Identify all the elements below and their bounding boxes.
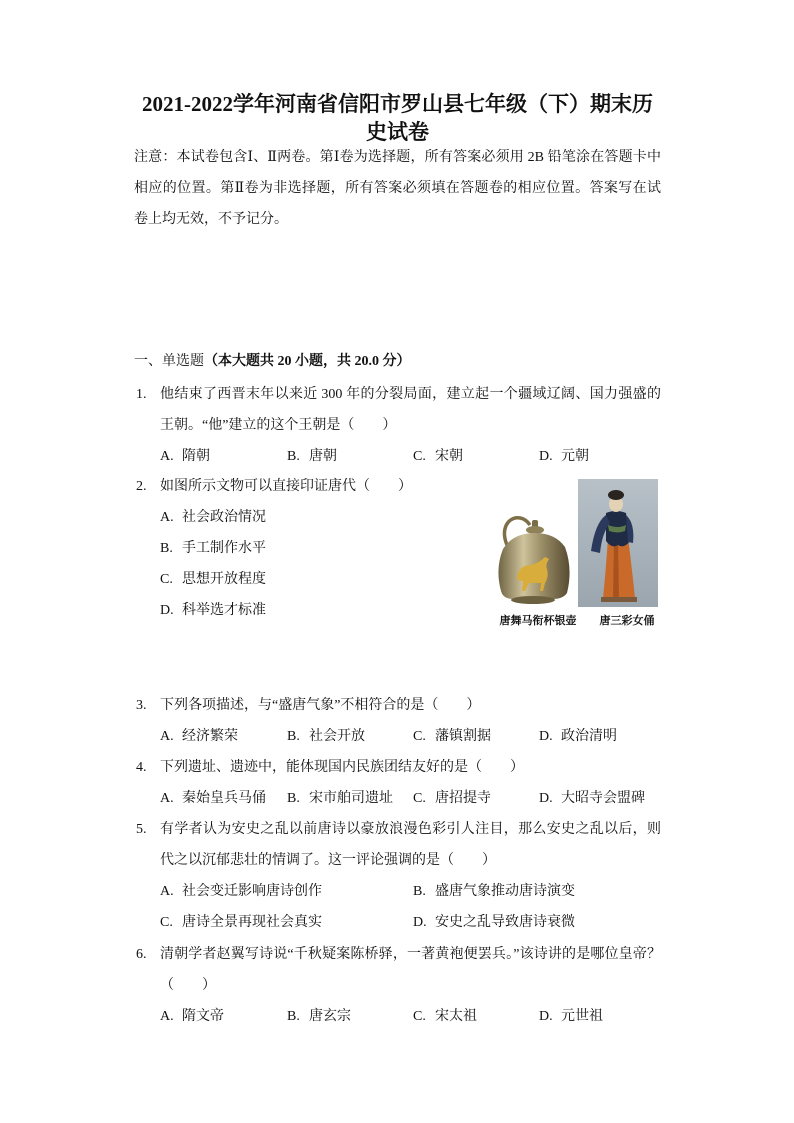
option-d [160, 595, 460, 626]
option-letter: C. [413, 1009, 426, 1024]
option-text: 唐玄宗 [309, 1009, 351, 1024]
question-number: 6. [136, 947, 147, 962]
option-d [539, 441, 661, 472]
exam-notice: 注意：本试卷包含Ⅰ、Ⅱ两卷。第Ⅰ卷为选择题，所有答案必须用 2B 铅笔涂在答题卡中相应的位置。第Ⅱ卷为非选择题，所有答案必须填在答题卷的相应位置。答案写在试卷上均无效，不予记分。 [134, 150, 661, 227]
option-letter: B. [413, 884, 426, 899]
option-c [160, 564, 460, 595]
option-b [287, 1001, 413, 1032]
option-list [160, 721, 661, 752]
option-text: 手工制作水平 [182, 541, 266, 556]
option-letter: D. [160, 603, 174, 618]
question-number: 3. [136, 698, 147, 713]
option-text: 隋朝 [182, 449, 210, 464]
option-list [160, 1001, 661, 1032]
question-3 [134, 690, 661, 752]
option-list [160, 441, 661, 472]
option-a [160, 721, 287, 752]
question-stem: 下列各项描述，与“盛唐气象”不相符合的是（ ） [160, 698, 481, 713]
question-number: 5. [136, 822, 147, 837]
option-a [160, 502, 460, 533]
option-letter: C. [413, 791, 426, 806]
option-letter: D. [539, 449, 553, 464]
option-b [287, 441, 413, 472]
option-letter: A. [160, 510, 174, 525]
option-text: 宋市舶司遗址 [309, 791, 393, 806]
option-d [539, 721, 661, 752]
question-stem: 清朝学者赵翼写诗说“千秋疑案陈桥驿，一著黄袍便罢兵。”该诗讲的是哪位皇帝？（ ） [160, 947, 661, 993]
tricolor-figurine-image [578, 479, 658, 607]
question-stem: 有学者认为安史之乱以前唐诗以豪放浪漫色彩引人注目，那么安史之乱以后，则代之以沉郁悲壮的情调了。这一评论强调的是（ ） [160, 822, 661, 868]
option-letter: D. [539, 1009, 553, 1024]
option-letter: B. [287, 449, 300, 464]
question-1 [134, 379, 661, 472]
option-letter: C. [413, 729, 426, 744]
section-detail: （本大题共 20 小题，共 20.0 分） [204, 354, 411, 369]
option-text: 社会变迁影响唐诗创作 [182, 884, 322, 899]
option-letter: D. [539, 791, 553, 806]
option-letter: D. [539, 729, 553, 744]
option-letter: A. [160, 884, 174, 899]
option-letter: A. [160, 791, 174, 806]
option-text: 经济繁荣 [182, 729, 238, 744]
option-text: 安史之乱导致唐诗衰微 [435, 915, 575, 930]
figure-caption-figurine: 唐三彩女俑 [599, 614, 655, 627]
option-text: 藩镇割据 [435, 729, 491, 744]
option-letter: D. [413, 915, 427, 930]
option-letter: A. [160, 449, 174, 464]
option-letter: B. [287, 791, 300, 806]
silver-flask-image [489, 507, 577, 607]
option-d [413, 907, 661, 938]
option-letter: B. [287, 729, 300, 744]
question-stem: 他结束了西晋末年以来近 300 年的分裂局面，建立起一个疆域辽阔、国力强盛的王朝。“他”建立的这个王朝是（ ） [160, 387, 661, 433]
option-text: 大昭寺会盟碑 [561, 791, 645, 806]
question-number: 4. [136, 760, 147, 775]
option-text: 盛唐气象推动唐诗演变 [435, 884, 575, 899]
option-a [160, 876, 413, 907]
page-title: 2021-2022学年河南省信阳市罗山县七年级（下）期末历史试卷 [142, 92, 653, 144]
option-text: 唐诗全景再现社会真实 [182, 915, 322, 930]
option-d [539, 783, 661, 814]
question-5 [134, 814, 661, 938]
section-header [134, 346, 411, 377]
question-stem: 下列遗址、遗迹中，能体现国内民族团结友好的是（ ） [160, 760, 524, 775]
option-a [160, 441, 287, 472]
option-text: 思想开放程度 [182, 572, 266, 587]
option-letter: C. [413, 449, 426, 464]
option-text: 元世祖 [561, 1009, 603, 1024]
option-letter: B. [287, 1009, 300, 1024]
option-text: 隋文帝 [182, 1009, 224, 1024]
option-text: 宋太祖 [435, 1009, 477, 1024]
option-a [160, 783, 287, 814]
question-number: 1. [136, 387, 147, 402]
option-text: 唐朝 [309, 449, 337, 464]
option-c [413, 1001, 539, 1032]
option-text: 社会开放 [309, 729, 365, 744]
option-letter: A. [160, 1009, 174, 1024]
option-text: 唐招提寺 [435, 791, 491, 806]
option-letter: B. [160, 541, 173, 556]
option-c [413, 721, 539, 752]
option-c [413, 783, 539, 814]
question-number: 2. [136, 479, 147, 494]
option-letter: C. [160, 572, 173, 587]
option-letter: A. [160, 729, 174, 744]
option-b [287, 721, 413, 752]
option-letter: C. [160, 915, 173, 930]
option-text: 政治清明 [561, 729, 617, 744]
option-text: 元朝 [561, 449, 589, 464]
option-text: 秦始皇兵马俑 [182, 791, 266, 806]
question-4 [134, 752, 661, 814]
question-stem: 如图所示文物可以直接印证唐代（ ） [160, 479, 412, 494]
option-text: 科举选才标准 [182, 603, 266, 618]
option-b [287, 783, 413, 814]
option-a [160, 1001, 287, 1032]
option-text: 社会政治情况 [182, 510, 266, 525]
question-6 [134, 939, 661, 1032]
option-b [413, 876, 661, 907]
option-c [160, 907, 413, 938]
option-c [413, 441, 539, 472]
figure-caption-flask: 唐舞马衔杯银壶 [499, 614, 577, 627]
option-d [539, 1001, 661, 1032]
section-label: 一、单选题 [134, 354, 204, 369]
option-text: 宋朝 [435, 449, 463, 464]
option-b [160, 533, 460, 564]
option-list [160, 783, 661, 814]
option-list [160, 876, 661, 938]
